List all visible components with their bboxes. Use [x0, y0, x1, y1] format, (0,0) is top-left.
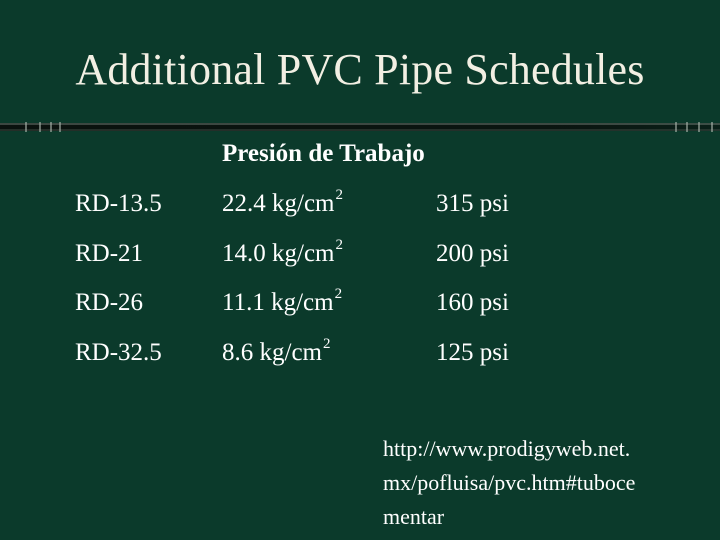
metric-exponent: 2: [323, 336, 331, 352]
title-underline-rule: [0, 120, 720, 134]
metric-exponent: 2: [335, 237, 343, 253]
column-subheading: Presión de Trabajo: [222, 140, 425, 167]
rd-rating: RD-26: [75, 289, 144, 316]
slide-title: Additional PVC Pipe Schedules: [75, 45, 645, 94]
pressure-metric-value: 8.6 kg/cm: [222, 339, 322, 366]
table-row: [0, 187, 720, 230]
pressure-metric-value: 22.4 kg/cm: [222, 190, 335, 217]
pressure-metric-value: 14.0 kg/cm: [222, 240, 335, 267]
pressure-metric-value: 11.1 kg/cm: [222, 289, 334, 316]
pressure-imperial: 200 psi: [436, 240, 509, 267]
pressure-imperial: 315 psi: [436, 190, 509, 217]
metric-exponent: 2: [334, 286, 343, 302]
rd-rating: RD-32.5: [75, 339, 162, 366]
rd-rating: RD-21: [75, 240, 144, 267]
table-row: [0, 336, 720, 379]
metric-exponent: 2: [335, 187, 343, 203]
pressure-imperial: 160 psi: [436, 289, 509, 316]
pressure-imperial: 125 psi: [436, 339, 509, 366]
pressure-metric: [222, 286, 343, 317]
source-url-text: http://www.prodigyweb.net. mx/pofluisa/pvc.htm#tuboce mentar: [383, 436, 636, 529]
pressure-metric: [222, 187, 343, 218]
pressure-metric: [222, 336, 331, 367]
table-row: [0, 237, 720, 280]
table-row: [0, 286, 720, 329]
rd-rating: RD-13.5: [75, 190, 162, 217]
pressure-metric: [222, 237, 343, 268]
